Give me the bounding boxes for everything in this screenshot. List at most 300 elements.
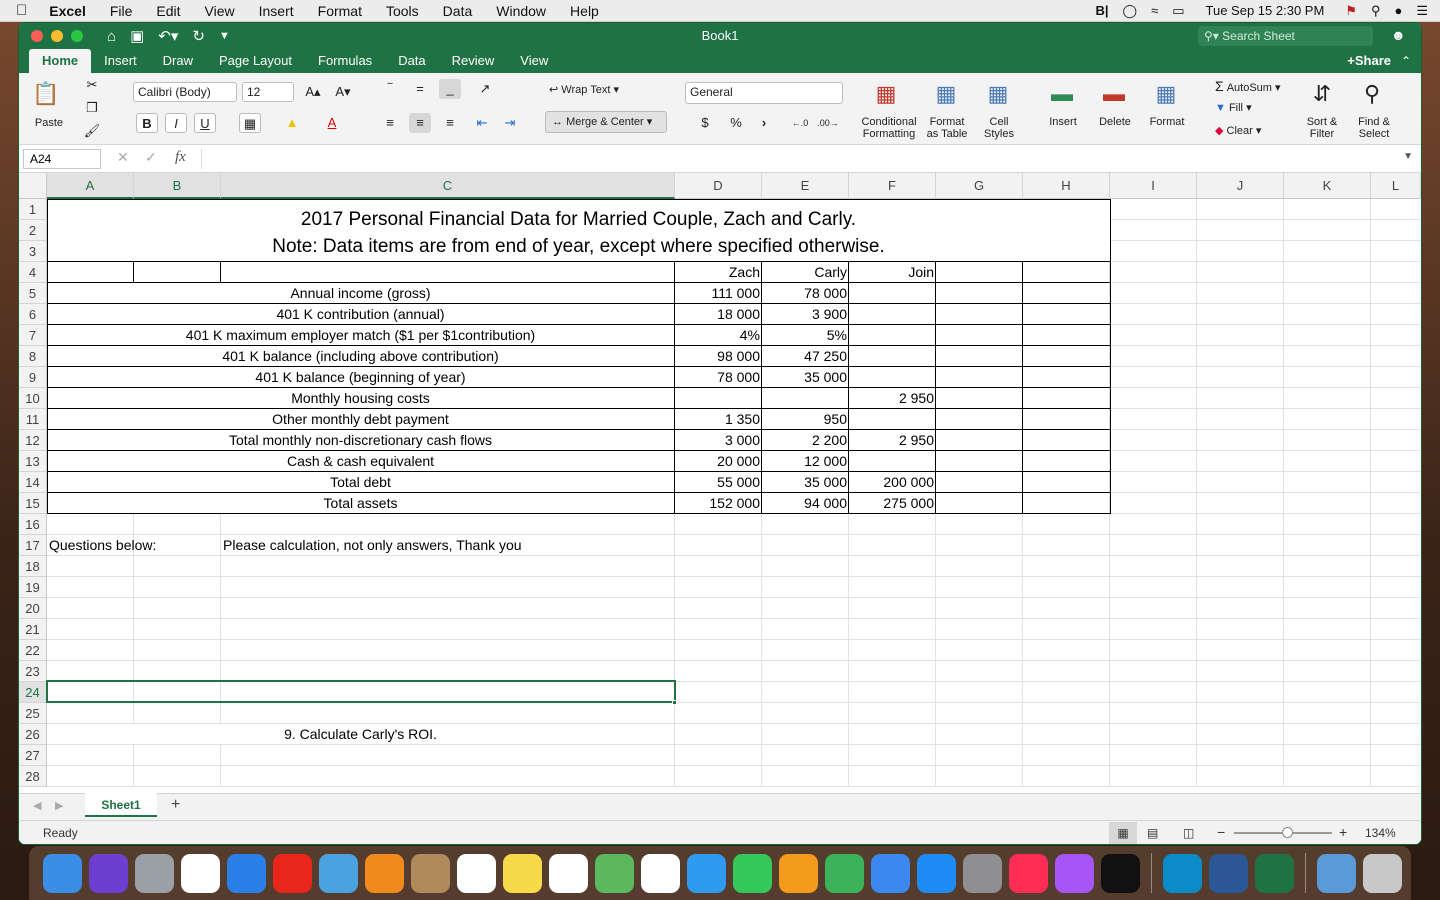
italic-button[interactable]: I <box>165 113 187 133</box>
value-zach[interactable]: 98 000 <box>717 348 760 364</box>
macos-menu-bar <box>0 0 1440 22</box>
row-label[interactable]: Total debt <box>330 474 391 490</box>
account-icon[interactable]: ☻ <box>1391 27 1406 43</box>
menu-insert[interactable]: Insert <box>247 2 283 19</box>
status-ready: Ready <box>43 826 78 840</box>
merge-center-button[interactable]: ↔ Merge & Center ▾ <box>545 111 667 133</box>
cell-border <box>47 199 48 514</box>
align-top-icon[interactable]: ‾ <box>387 81 393 96</box>
orientation-icon[interactable]: ↗ <box>479 81 491 96</box>
column-header-h[interactable]: H <box>1023 173 1110 199</box>
dock-books-icon[interactable] <box>365 854 404 893</box>
worksheet-grid[interactable] <box>19 173 1421 793</box>
decrease-indent-icon[interactable]: ⇤ <box>476 115 488 130</box>
value-carly[interactable] <box>762 388 849 409</box>
column-header-f[interactable]: F <box>849 173 936 199</box>
comma-style-button[interactable]: › <box>761 115 767 130</box>
dock-excel-icon[interactable] <box>1255 854 1294 893</box>
sigma-icon: Σ <box>1215 78 1224 94</box>
dock-word-icon[interactable] <box>1209 854 1248 893</box>
row-header-23[interactable]: 23 <box>19 661 47 682</box>
next-sheet-icon[interactable]: ▶ <box>55 800 64 812</box>
prev-sheet-icon[interactable]: ◀ <box>33 800 42 812</box>
cell-border <box>47 492 1111 493</box>
align-center-icon[interactable]: ≡ <box>409 113 431 133</box>
cell-border <box>47 387 1111 388</box>
dock-finder-icon[interactable] <box>43 854 82 893</box>
row-label[interactable]: 401 K balance (beginning of year) <box>255 369 466 385</box>
cell-border <box>1022 262 1023 514</box>
zoom-slider-thumb[interactable] <box>1282 827 1293 838</box>
clock[interactable]: Tue Sep 15 2:30 PM <box>1205 2 1325 18</box>
row-header-8[interactable]: 8 <box>19 346 47 367</box>
zoom-window-button[interactable] <box>71 30 83 42</box>
format-as-table-label <box>923 116 971 140</box>
title-bar <box>19 23 1421 49</box>
sheet-title: 2017 Personal Financial Data for Married Couple, Zach and Carly. <box>300 209 857 230</box>
dock-system-preferences-icon[interactable] <box>963 854 1002 893</box>
value-carly[interactable]: 35 000 <box>804 369 847 385</box>
row-label[interactable]: 401 K balance (including above contribution) <box>222 348 499 364</box>
tab-insert[interactable]: Insert <box>104 53 137 68</box>
cell-border <box>761 262 762 514</box>
column-header-d[interactable]: D <box>675 173 762 199</box>
value-zach[interactable]: 20 000 <box>717 453 760 469</box>
gridline <box>47 786 1421 787</box>
align-right-icon[interactable]: ≡ <box>446 115 454 130</box>
questions-note[interactable]: Please calculation, not only answers, Thank you <box>223 537 522 553</box>
row-label[interactable]: Annual income (gross) <box>290 285 431 301</box>
row-label[interactable]: Total monthly non-discretionary cash flows <box>228 432 492 448</box>
confirm-formula-icon[interactable]: ✓ <box>145 149 157 165</box>
value-zach[interactable]: 111 000 <box>711 285 760 301</box>
gridline <box>47 618 1421 619</box>
sheet-note: Note: Data items are from end of year, except where specified otherwise. <box>272 236 885 257</box>
value-carly[interactable]: 47 250 <box>804 348 847 364</box>
sort-filter-line1: Sort & <box>1306 116 1338 128</box>
wrap-text-icon: ↩ <box>549 84 562 96</box>
find-select-line1: Find & <box>1358 116 1390 128</box>
column-label-carly[interactable]: Carly <box>814 264 847 280</box>
format-as-table-line1: Format <box>929 116 965 128</box>
menu-tools[interactable]: Tools <box>374 2 408 19</box>
row-label[interactable]: 401 K maximum employer match ($1 per $1contribution) <box>185 327 536 343</box>
cell-border <box>848 262 849 514</box>
search-placeholder: Search Sheet <box>1222 29 1295 43</box>
column-label-join[interactable]: Join <box>908 264 934 280</box>
dock-facetime-icon[interactable] <box>733 854 772 893</box>
dock-apple-tv-icon[interactable] <box>1101 854 1140 893</box>
row-header-5[interactable]: 5 <box>19 283 47 304</box>
cell-border <box>47 450 1111 451</box>
cell-styles-line1: Cell <box>989 116 1009 128</box>
dock-safari-icon[interactable] <box>227 854 266 893</box>
format-cells-icon[interactable]: ▦ <box>1155 81 1177 106</box>
value-zach[interactable]: 3 000 <box>724 432 760 448</box>
tab-home[interactable]: Home <box>29 49 91 73</box>
cell-border <box>935 262 936 514</box>
row-header-21[interactable]: 21 <box>19 619 47 640</box>
row-label[interactable]: Other monthly debt payment <box>272 411 449 427</box>
column-label-zach[interactable]: Zach <box>728 264 760 280</box>
cell-border <box>220 262 221 283</box>
app-menu[interactable]: Excel <box>38 2 75 19</box>
value-join[interactable]: 2 950 <box>898 432 934 448</box>
align-middle-icon[interactable]: = <box>416 81 424 96</box>
dock-messages-icon[interactable] <box>687 854 726 893</box>
borders-icon[interactable]: ▦ <box>239 113 261 133</box>
menu-help[interactable]: Help <box>558 2 588 19</box>
column-header-g[interactable]: G <box>936 173 1023 199</box>
dock-keynote-icon[interactable] <box>871 854 910 893</box>
row-header-14[interactable]: 14 <box>19 472 47 493</box>
cell-border <box>47 199 1111 200</box>
tab-formulas[interactable]: Formulas <box>318 53 373 68</box>
value-zach[interactable]: 55 000 <box>717 474 760 490</box>
column-header-a[interactable]: A <box>47 173 134 199</box>
value-zach[interactable]: 18 000 <box>717 306 760 322</box>
fill-button[interactable]: ▼ Fill ▾ <box>1215 102 1252 114</box>
cell-border <box>47 366 1111 367</box>
gridline <box>47 660 1421 661</box>
find-select-line2: Select <box>1358 128 1390 140</box>
column-header-l[interactable]: L <box>1371 173 1421 199</box>
value-zach[interactable]: 1 350 <box>724 411 760 427</box>
value-carly[interactable]: 3 900 <box>811 306 847 322</box>
row-label[interactable]: Total assets <box>323 495 398 511</box>
dock-contacts-icon[interactable] <box>411 854 450 893</box>
conditional-formatting-icon[interactable]: ▦ <box>875 81 897 106</box>
flag-icon[interactable]: ⚑ <box>1345 2 1357 18</box>
siri-icon[interactable]: ● <box>1394 2 1403 18</box>
font-color-icon[interactable]: A <box>327 115 337 130</box>
tab-review[interactable]: Review <box>451 53 495 68</box>
format-as-table-line2: as Table <box>926 128 968 140</box>
row-header-7[interactable]: 7 <box>19 325 47 346</box>
active-cell-selection[interactable] <box>46 680 676 703</box>
dock-launchpad-icon[interactable] <box>135 854 174 893</box>
row-header-4[interactable]: 4 <box>19 262 47 283</box>
gridline <box>1370 199 1371 787</box>
row-header-12[interactable]: 12 <box>19 430 47 451</box>
fill-label: Fill <box>1228 102 1244 114</box>
row-header-2[interactable]: 2 <box>19 220 47 241</box>
format-as-table-icon[interactable]: ▦ <box>935 81 957 106</box>
value-join[interactable]: 200 000 <box>883 474 934 490</box>
zoom-out-button[interactable]: − <box>1217 824 1226 840</box>
control-center-icon[interactable]: ☰ <box>1416 2 1428 18</box>
value-join[interactable] <box>849 367 936 388</box>
cell-styles-line2: Styles <box>984 128 1014 140</box>
save-icon[interactable]: ▣ <box>130 28 145 45</box>
value-carly[interactable]: 950 <box>823 411 847 427</box>
ribbon-tabs <box>19 49 1421 73</box>
row-header-11[interactable]: 11 <box>19 409 47 430</box>
cell-border <box>47 345 1111 346</box>
cell-border <box>133 262 134 283</box>
dock-notes-icon[interactable] <box>503 854 542 893</box>
row-label[interactable]: Monthly housing costs <box>291 390 430 406</box>
column-header-b[interactable]: B <box>134 173 221 199</box>
wrap-text-button[interactable]: ↩ Wrap Text ▾ <box>549 84 619 96</box>
value-join[interactable] <box>849 409 936 430</box>
dock-pages-icon[interactable] <box>779 854 818 893</box>
search-sheet-input[interactable]: ⚲▾ Search Sheet <box>1198 26 1373 46</box>
value-carly[interactable]: 5% <box>826 327 847 343</box>
autosum-button[interactable]: Σ AutoSum ▾ <box>1215 78 1281 94</box>
page-layout-view-icon[interactable]: ▤ <box>1147 826 1159 840</box>
number-format-select[interactable]: General <box>685 82 843 104</box>
fill-handle[interactable] <box>672 700 677 705</box>
page-break-view-icon[interactable]: ◫ <box>1183 826 1195 840</box>
menu-format[interactable]: Format <box>306 2 351 19</box>
row-header-28[interactable]: 28 <box>19 766 47 787</box>
value-join[interactable] <box>849 325 936 346</box>
column-header-c[interactable]: C <box>221 173 675 199</box>
format-cells-label: Format <box>1149 116 1185 128</box>
eraser-icon: ◆ <box>1215 125 1224 137</box>
minimize-window-button[interactable] <box>51 30 63 42</box>
dock-news-icon[interactable] <box>1009 854 1048 893</box>
gridline <box>47 639 1421 640</box>
row-header-16[interactable]: 16 <box>19 514 47 535</box>
dock-siri-icon[interactable] <box>89 854 128 893</box>
autosum-label: AutoSum <box>1226 82 1272 94</box>
find-select-icon[interactable]: ⚲ <box>1363 81 1381 106</box>
close-window-button[interactable] <box>31 30 43 42</box>
value-join[interactable]: 2 950 <box>898 390 934 406</box>
value-carly[interactable]: 12 000 <box>804 453 847 469</box>
cell-border <box>47 324 1111 325</box>
row-label[interactable]: 401 K contribution (annual) <box>276 306 445 322</box>
tab-page-layout[interactable]: Page Layout <box>218 53 292 68</box>
row-header-27[interactable]: 27 <box>19 745 47 766</box>
row-header-1[interactable]: 1 <box>19 199 47 220</box>
value-join[interactable] <box>849 304 936 325</box>
home-icon[interactable]: ⌂ <box>107 27 117 45</box>
decrease-font-size-icon[interactable]: A▾ <box>335 84 351 99</box>
tab-data[interactable]: Data <box>398 53 426 68</box>
name-box[interactable]: A24 <box>23 149 101 169</box>
wrap-text-label: Wrap Text <box>561 84 611 96</box>
formula-bar <box>19 145 1421 173</box>
row-header-24[interactable]: 24 <box>19 682 47 703</box>
dock-opera-icon[interactable] <box>273 854 312 893</box>
dock-numbers-icon[interactable] <box>825 854 864 893</box>
apple-menu-icon[interactable] <box>0 0 37 22</box>
value-carly[interactable]: 35 000 <box>804 474 847 490</box>
currency-button[interactable]: $ <box>701 115 709 130</box>
dock-downloads-icon[interactable] <box>1317 854 1356 893</box>
zoom-level[interactable]: 134% <box>1365 826 1396 840</box>
row-header-20[interactable]: 20 <box>19 598 47 619</box>
fill-icon: ▼ <box>1215 102 1226 114</box>
row-header-3[interactable]: 3 <box>19 241 47 262</box>
row-header-9[interactable]: 9 <box>19 367 47 388</box>
format-painter-icon[interactable]: 🖌 <box>83 123 101 138</box>
value-join[interactable] <box>849 451 936 472</box>
battery-icon[interactable]: ▭ <box>1172 2 1185 18</box>
merge-center-label: Merge & Center <box>566 116 644 128</box>
row-label[interactable]: Cash & cash equivalent <box>286 453 435 469</box>
value-join[interactable]: 275 000 <box>883 495 934 511</box>
sort-filter-label <box>1299 116 1345 140</box>
dock-podcasts-icon[interactable] <box>1055 854 1094 893</box>
menu-view[interactable]: View <box>193 2 224 19</box>
sync-icon[interactable]: ◯ <box>1122 2 1138 18</box>
row-header-13[interactable]: 13 <box>19 451 47 472</box>
bold-button[interactable]: B <box>136 113 158 133</box>
gridline <box>47 597 1421 598</box>
gridline <box>1196 199 1197 787</box>
cell-border <box>47 471 1111 472</box>
sheet-tab-bar <box>19 793 1421 820</box>
copy-icon[interactable]: ❐ <box>86 100 98 115</box>
value-join[interactable] <box>849 346 936 367</box>
value-zach[interactable]: 4% <box>739 327 760 343</box>
menu-data[interactable]: Data <box>431 2 461 19</box>
collapse-ribbon-icon[interactable]: ⌃ <box>1400 54 1411 68</box>
cell-border <box>47 261 1111 262</box>
question-9[interactable]: 9. Calculate Carly's ROI. <box>284 726 437 742</box>
cell-border <box>47 303 1111 304</box>
column-header-i[interactable]: I <box>1110 173 1197 199</box>
percent-button[interactable]: % <box>730 115 742 130</box>
normal-view-icon[interactable]: ▦ <box>1109 822 1137 844</box>
increase-font-size-icon[interactable]: A▴ <box>305 84 321 99</box>
conditional-formatting-line1: Conditional <box>861 116 917 128</box>
redo-icon[interactable]: ↻ <box>192 28 205 45</box>
column-header-j[interactable]: J <box>1197 173 1284 199</box>
select-all-corner[interactable] <box>19 173 47 199</box>
value-zach[interactable]: 78 000 <box>717 369 760 385</box>
cancel-formula-icon[interactable]: ✕ <box>117 149 129 165</box>
add-sheet-button[interactable]: + <box>171 796 181 813</box>
clear-label: Clear <box>1226 125 1253 137</box>
value-zach[interactable] <box>675 388 762 409</box>
dock-preview-icon[interactable] <box>319 854 358 893</box>
cell-border <box>47 513 1111 514</box>
column-header-k[interactable]: K <box>1284 173 1371 199</box>
ribbon-home <box>19 73 1421 145</box>
row-header-6[interactable]: 6 <box>19 304 47 325</box>
conditional-formatting-label <box>857 116 921 140</box>
value-zach[interactable]: 152 000 <box>709 495 760 511</box>
questions-label[interactable]: Questions below: <box>49 537 157 553</box>
bluetooth-icon[interactable]: B| <box>1095 2 1109 18</box>
gridline <box>1283 199 1284 787</box>
dock-maps-icon[interactable] <box>595 854 634 893</box>
sheet-tab-sheet1[interactable]: Sheet1 <box>85 793 157 817</box>
row-header-25[interactable]: 25 <box>19 703 47 724</box>
clear-button[interactable]: ◆ Clear ▾ <box>1215 125 1262 137</box>
share-label: Share <box>1354 53 1391 68</box>
dock-calendar-icon[interactable] <box>457 854 496 893</box>
dock-separator <box>1305 853 1306 893</box>
fx-icon[interactable]: fx <box>175 149 186 165</box>
value-join[interactable] <box>849 283 936 304</box>
row-header-22[interactable]: 22 <box>19 640 47 661</box>
underline-button[interactable]: U <box>194 113 216 133</box>
find-select-label <box>1351 116 1397 140</box>
dock-reminders-icon[interactable] <box>549 854 588 893</box>
row-header-19[interactable]: 19 <box>19 577 47 598</box>
cell-border <box>1110 199 1111 514</box>
cell-styles-icon[interactable]: ▦ <box>987 81 1009 106</box>
gridline <box>47 576 1421 577</box>
menu-file[interactable]: File <box>98 2 122 19</box>
value-carly[interactable]: 2 200 <box>811 432 847 448</box>
font-name-select[interactable]: Calibri (Body) <box>133 82 237 102</box>
menu-window[interactable]: Window <box>485 2 535 19</box>
row-header-15[interactable]: 15 <box>19 493 47 514</box>
increase-decimal-icon[interactable]: ←.0 <box>791 118 809 128</box>
sort-filter-line2: Filter <box>1309 128 1335 140</box>
dock-trash-icon[interactable] <box>1363 854 1402 893</box>
cell-border <box>47 408 1111 409</box>
cell-border <box>674 262 675 514</box>
cell-border <box>47 282 1111 283</box>
spotlight-icon[interactable]: ⚲ <box>1370 2 1381 18</box>
delete-cells-icon[interactable]: ▬ <box>1103 81 1125 106</box>
column-header-e[interactable]: E <box>762 173 849 199</box>
row-header-10[interactable]: 10 <box>19 388 47 409</box>
merge-center-icon: ↔ <box>552 116 567 128</box>
paste-label: Paste <box>34 117 64 129</box>
tab-draw[interactable]: Draw <box>162 53 193 68</box>
zoom-in-button[interactable]: + <box>1339 824 1348 840</box>
insert-cells-label: Insert <box>1049 116 1077 128</box>
fill-color-icon[interactable]: ▲ <box>285 115 299 130</box>
dock-app-store-icon[interactable] <box>917 854 956 893</box>
align-bottom-icon[interactable]: _ <box>439 79 461 99</box>
sort-filter-icon[interactable]: ⇵ <box>1312 81 1332 106</box>
dock-edge-icon[interactable] <box>1163 854 1202 893</box>
expand-formula-icon[interactable]: ▼ <box>1403 151 1413 162</box>
font-size-select[interactable]: 12 <box>242 82 294 102</box>
row-header-18[interactable]: 18 <box>19 556 47 577</box>
row-header-26[interactable]: 26 <box>19 724 47 745</box>
dock-photos-icon[interactable] <box>641 854 680 893</box>
row-header-17[interactable]: 17 <box>19 535 47 556</box>
document-title: Book1 <box>701 28 739 43</box>
insert-cells-icon[interactable]: ▬ <box>1051 81 1073 106</box>
value-carly[interactable]: 78 000 <box>804 285 847 301</box>
cell-styles-label <box>977 116 1021 140</box>
undo-icon[interactable]: ↶▾ <box>158 28 179 45</box>
tab-view[interactable]: View <box>520 53 549 68</box>
gridline <box>47 765 1421 766</box>
share-button[interactable]: +Share <box>1347 53 1391 68</box>
value-carly[interactable]: 94 000 <box>804 495 847 511</box>
cut-icon[interactable]: ✂ <box>86 77 98 92</box>
macos-dock <box>29 846 1411 900</box>
align-left-icon[interactable]: ≡ <box>386 115 394 130</box>
conditional-formatting-line2: Formatting <box>862 128 916 140</box>
dock-chrome-icon[interactable] <box>181 854 220 893</box>
increase-indent-icon[interactable]: ⇥ <box>504 115 516 130</box>
paste-icon[interactable]: 📋 <box>32 81 60 106</box>
cell-border <box>47 429 1111 430</box>
decrease-decimal-icon[interactable]: .00→ <box>817 118 839 128</box>
wifi-icon[interactable]: ≈ <box>1151 2 1159 18</box>
dock-separator <box>1151 853 1152 893</box>
customize-toolbar-icon[interactable]: ▼ <box>218 30 230 42</box>
delete-cells-label: Delete <box>1099 116 1131 128</box>
status-bar <box>19 820 1421 844</box>
menu-edit[interactable]: Edit <box>145 2 170 19</box>
formula-input[interactable] <box>201 149 1391 169</box>
